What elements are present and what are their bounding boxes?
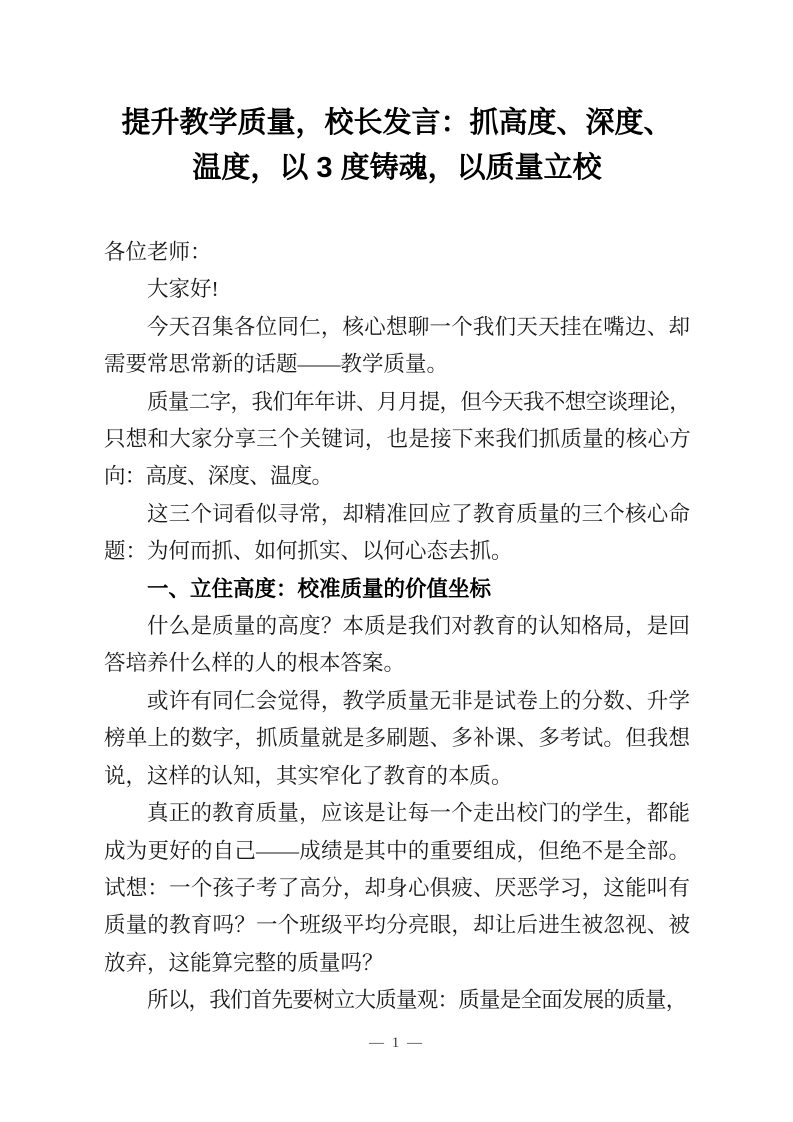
paragraph-what-is-height: 什么是质量的高度？本质是我们对教育的认知格局，是回答培养什么样的人的根本答案。 bbox=[104, 614, 690, 676]
paragraph-three-keywords: 质量二字，我们年年讲、月月提，但今天我不想空谈理论，只想和大家分享三个关键词，也是接下来我们抓质量的核心方向：高度、深度、温度。 bbox=[104, 389, 690, 489]
paragraph-greeting: 大家好! bbox=[147, 277, 219, 302]
page-number: — 1 — bbox=[369, 1035, 424, 1051]
title-line-2: 温度，以 3 度铸魂，以质量立校 bbox=[192, 152, 602, 184]
paragraph-misconception: 或许有同仁会觉得，教学质量无非是试卷上的分数、升学榜单上的数字，抓质量就是多刷题、多补课、多考试。但我想说，这样的认知，其实窄化了教育的本质。 bbox=[104, 688, 690, 788]
document-body bbox=[104, 234, 690, 1020]
paragraph-salutation: 各位老师： bbox=[104, 240, 212, 264]
document-title bbox=[104, 101, 690, 191]
paragraph-three-questions: 这三个词看似寻常，却精准回应了教育质量的三个核心命题：为何而抓、如何抓实、以何心态去抓。 bbox=[104, 501, 690, 564]
paragraph-big-quality-view: 所以，我们首先要树立大质量观：质量是全面发展的质量， bbox=[147, 988, 687, 1013]
paragraph-intro-topic: 今天召集各位同仁，核心想聊一个我们天天挂在嘴边、却需要常思常新的话题——教学质量。 bbox=[104, 314, 690, 377]
paragraph-true-quality: 真正的教育质量，应该是让每一个走出校门的学生，都能成为更好的自己——成绩是其中的重要组成，但绝不是全部。试想：一个孩子考了高分，却身心俱疲、厌恶学习，这能叫有质量的教育吗？一个班级平均分亮眼，却让后进生被忽视、被放弃，这能算完整的质量吗？ bbox=[104, 801, 690, 975]
title-line-1: 提升教学质量，校长发言：抓高度、深度、 bbox=[121, 107, 673, 139]
page-footer bbox=[0, 1035, 793, 1052]
section-heading-1: 一、立住高度：校准质量的价值坐标 bbox=[147, 576, 492, 601]
